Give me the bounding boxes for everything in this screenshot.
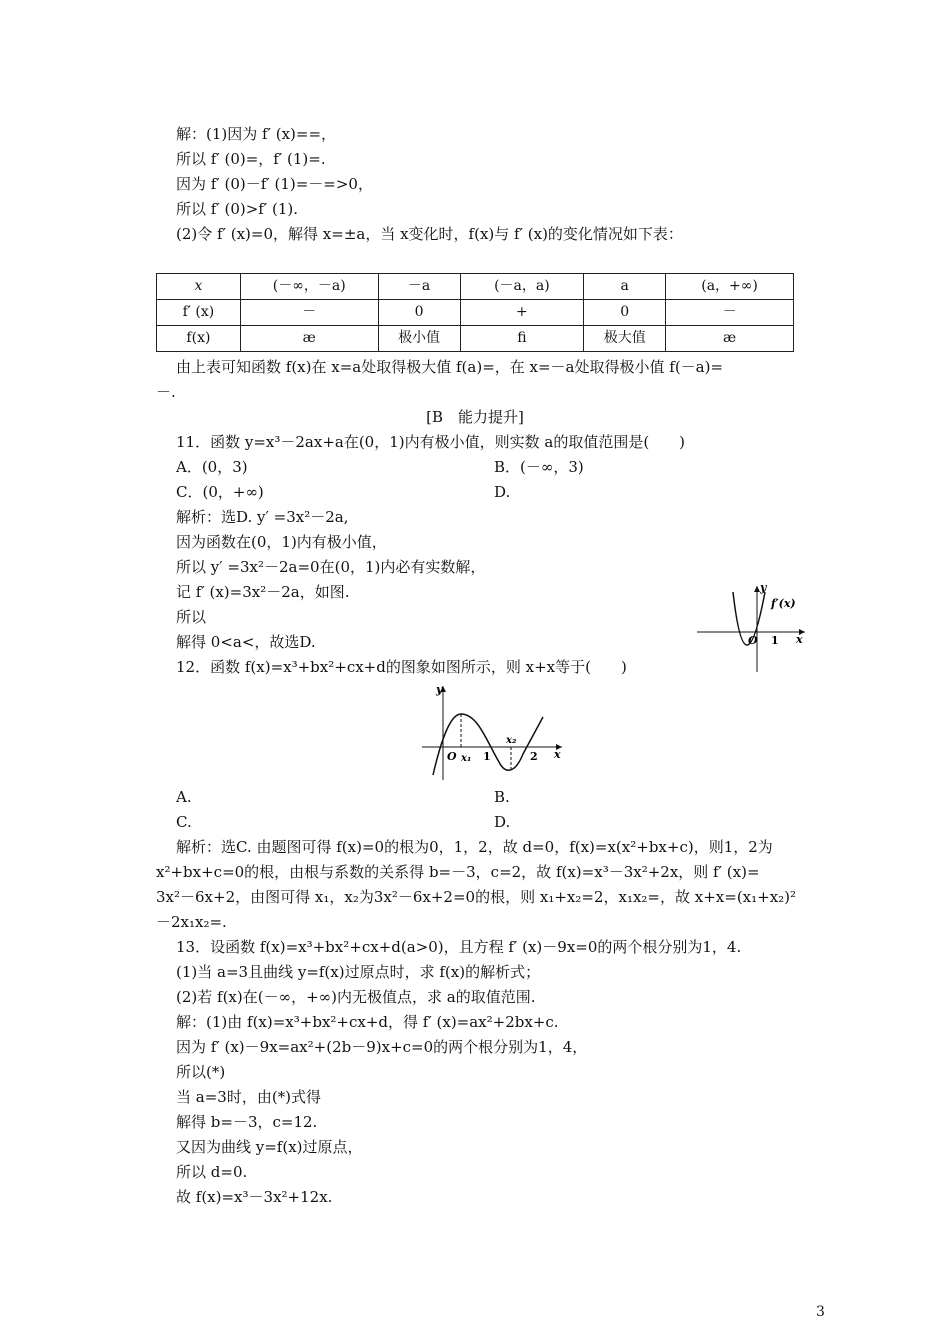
table-row xyxy=(157,326,794,352)
q11-option-d: D. xyxy=(494,483,511,501)
table-cell: f(x) xyxy=(157,326,241,352)
table-cell: 极大值 xyxy=(584,326,666,352)
q12-solution-2: x²+bx+c=0的根，由根与系数的关系得 b=－3，c=2，故 f(x)=x³－3x²+2x，则 f′ (x)= xyxy=(156,863,760,881)
q12-option-b: B. xyxy=(494,788,510,806)
q12-option-d: D. xyxy=(494,813,511,831)
fig2-x-label: x xyxy=(554,748,561,761)
table-cell: æ xyxy=(240,326,378,352)
table-cell: 0 xyxy=(378,300,460,326)
table-row xyxy=(157,274,794,300)
q13-solution-7: 所以 d=0. xyxy=(176,1163,248,1181)
section-heading: [B 能力提升] xyxy=(426,408,524,426)
q13-solution-6: 又因为曲线 y=f(x)过原点， xyxy=(176,1138,363,1156)
fig2-two-label: 2 xyxy=(530,750,538,763)
table-cell: － xyxy=(666,300,794,326)
conclusion-line: 由上表可知函数 f(x)在 x=a处取得极大值 f(a)=，在 x=－a处取得极小值 f(－a)= xyxy=(176,358,724,376)
q13-solution-3: 所以(*) xyxy=(176,1063,226,1081)
q12-solution-3: 3x²－6x+2，由图可得 x₁，x₂为3x²－6x+2=0的根，则 x₁+x₂=2，x₁x₂=，故 x+x=(x₁+x₂)² xyxy=(156,888,797,906)
table-cell: æ xyxy=(666,326,794,352)
q12-option-c: C. xyxy=(176,813,192,831)
table-row xyxy=(157,300,794,326)
conclusion-line-cont: －. xyxy=(156,383,176,401)
q13-solution-1: 解：(1)由 f(x)=x³+bx²+cx+d，得 f′ (x)=ax²+2bx+c. xyxy=(176,1013,559,1031)
table-cell: a xyxy=(584,274,666,300)
q12-solution-4: －2x₁x₂=. xyxy=(156,913,227,931)
table-cell: 极小值 xyxy=(378,326,460,352)
fig1-curve-label: f′(x) xyxy=(771,597,796,610)
question-13: 13．设函数 f(x)=x³+bx²+cx+d(a>0)，且方程 f′ (x)－9x=0的两个根分别为1，4. xyxy=(176,938,742,956)
fig2-y-label: y xyxy=(436,683,443,696)
q11-solution-2: 因为函数在(0，1)内有极小值， xyxy=(176,533,387,551)
solution-line-4: 所以 f′ (0)>f′ (1). xyxy=(176,200,299,218)
cubic-curve xyxy=(433,714,543,775)
fig1-y-label: y xyxy=(760,581,767,594)
table-cell: ﬁ xyxy=(460,326,584,352)
table-cell: － xyxy=(240,300,378,326)
q13-part-1: (1)当 a=3且曲线 y=f(x)过原点时，求 f(x)的解析式； xyxy=(176,963,541,981)
q11-solution-4: 记 f′ (x)=3x²－2a，如图. xyxy=(176,583,350,601)
q13-solution-5: 解得 b=－3，c=12. xyxy=(176,1113,318,1131)
solution-line-1: 解：(1)因为 f′ (x)==， xyxy=(176,125,337,143)
fig1-x-label: x xyxy=(796,633,803,646)
q11-option-c: C．(0，+∞) xyxy=(176,483,264,501)
solution-line-2: 所以 f′ (0)=，f′ (1)=. xyxy=(176,150,326,168)
derivative-parabola-figure xyxy=(695,580,810,675)
table-cell: －a xyxy=(378,274,460,300)
q11-solution-6: 解得 0<a<，故选D. xyxy=(176,633,316,651)
q11-solution-5: 所以 xyxy=(176,608,207,626)
solution-line-5: (2)令 f′ (x)=0，解得 x=±a，当 x变化时，f(x)与 f′ (x)的变化情况如下表： xyxy=(176,225,683,243)
q13-solution-4: 当 a=3时，由(*)式得 xyxy=(176,1088,322,1106)
q13-solution-2: 因为 f′ (x)－9x=ax²+(2b－9)x+c=0的两个根分别为1，4， xyxy=(176,1038,588,1056)
q11-solution-1: 解析：选D. y′ =3x²－2a, xyxy=(176,508,349,526)
fig1-origin-label: O xyxy=(748,634,758,647)
fig2-one-label: 1 xyxy=(483,750,491,763)
variation-table xyxy=(156,273,794,352)
page-number: 3 xyxy=(816,1304,825,1320)
q11-option-b: B．(－∞，3) xyxy=(494,458,584,476)
fig1-tick-label: 1 xyxy=(771,634,779,647)
fig2-origin-label: O xyxy=(447,750,457,763)
table-cell: f′ (x) xyxy=(157,300,241,326)
table-cell: (a，+∞) xyxy=(666,274,794,300)
table-cell: x xyxy=(157,274,241,300)
q12-option-a: A. xyxy=(176,788,192,806)
q12-solution-1: 解析：选C. 由题图可得 f(x)=0的根为0，1，2，故 d=0，f(x)=x(x²+bx+c)，则1，2为 xyxy=(176,838,773,856)
fig2-x2-label: x₂ xyxy=(506,735,517,746)
fig2-x1-label: x₁ xyxy=(461,753,472,764)
q13-solution-8: 故 f(x)=x³－3x²+12x. xyxy=(176,1188,333,1206)
q11-solution-3: 所以 y′ =3x²－2a=0在(0，1)内必有实数解， xyxy=(176,558,486,576)
table-cell: (－a，a) xyxy=(460,274,584,300)
q11-option-a: A．(0，3) xyxy=(176,458,248,476)
table-cell: + xyxy=(460,300,584,326)
question-12: 12．函数 f(x)=x³+bx²+cx+d的图象如图所示，则 x+x等于( ) xyxy=(176,658,627,676)
table-cell: 0 xyxy=(584,300,666,326)
cubic-graph-figure xyxy=(420,682,570,782)
table-cell: (－∞，－a) xyxy=(240,274,378,300)
q13-part-2: (2)若 f(x)在(－∞，+∞)内无极值点，求 a的取值范围. xyxy=(176,988,536,1006)
solution-line-3: 因为 f′ (0)－f′ (1)=－=>0， xyxy=(176,175,373,193)
question-11: 11．函数 y=x³－2ax+a在(0，1)内有极小值，则实数 a的取值范围是( ) xyxy=(176,433,686,451)
